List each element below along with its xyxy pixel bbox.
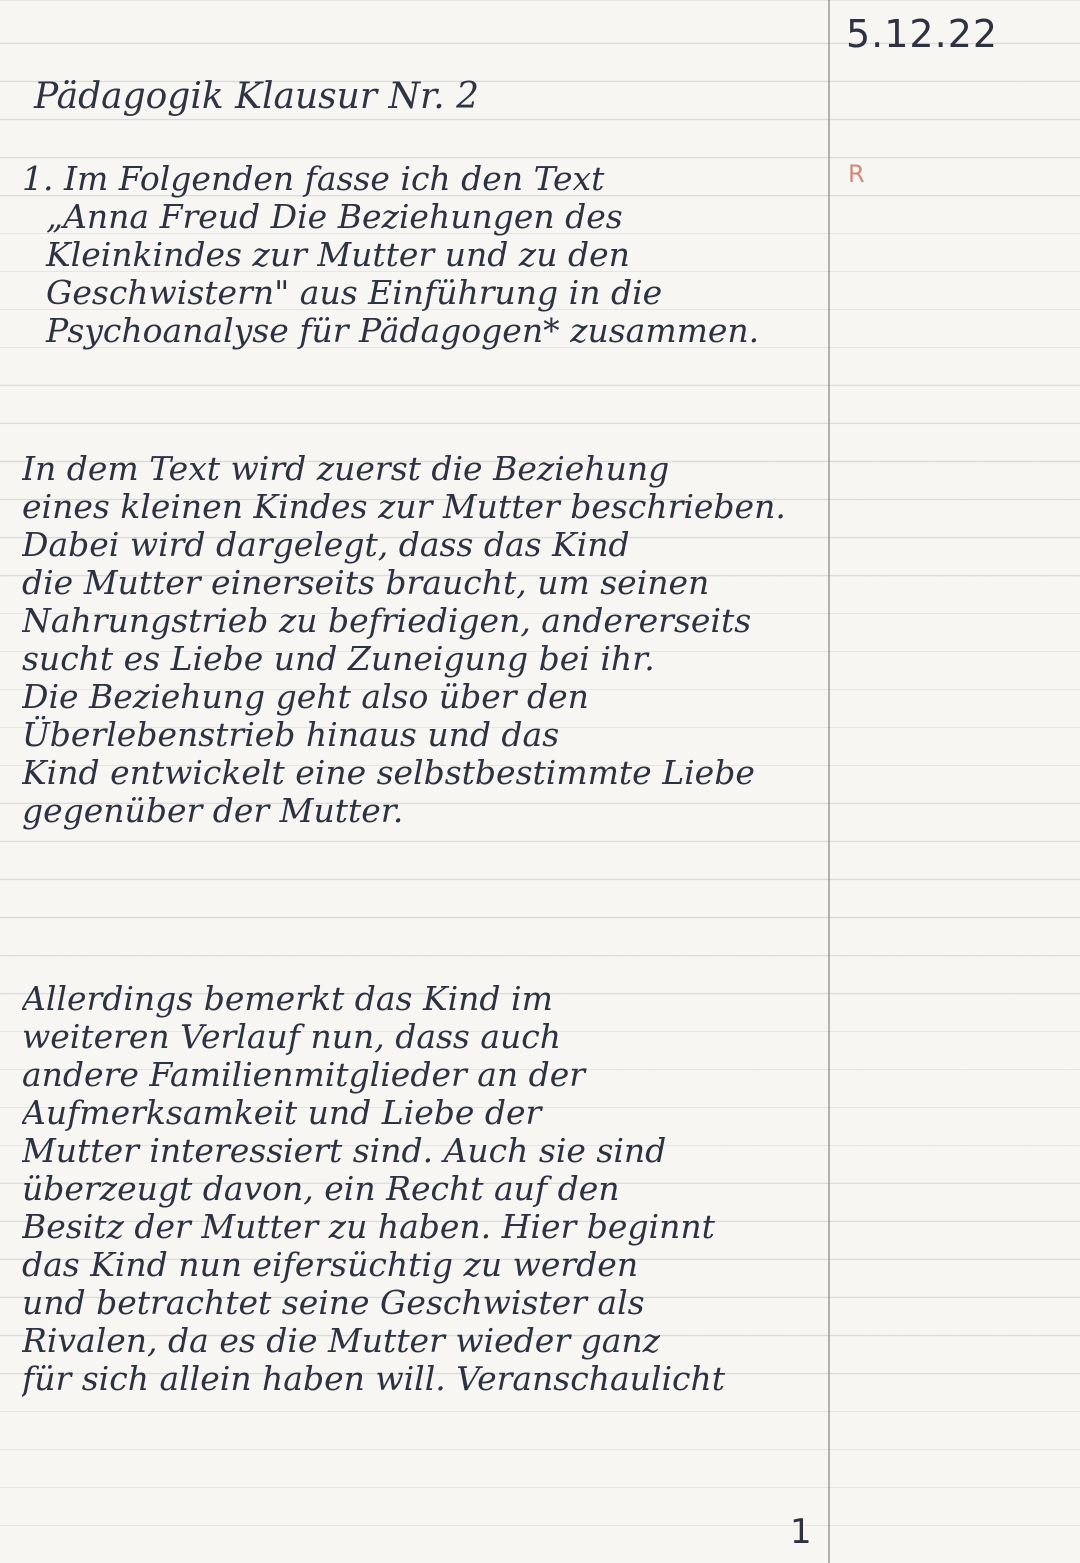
text-line: eines kleinen Kindes zur Mutter beschrieben. <box>22 488 786 526</box>
text-line: Rivalen, da es die Mutter wieder ganz <box>22 1322 661 1360</box>
paragraph-siblings <box>22 980 827 1398</box>
text-line: Die Beziehung geht also über den <box>22 678 589 716</box>
text-line: 1. Im Folgenden fasse ich den Text <box>22 160 605 198</box>
text-line: Nahrungstrieb zu befriedigen, andererseits <box>22 602 752 640</box>
text-line: überzeugt davon, ein Recht auf den <box>22 1170 620 1208</box>
margin-line <box>828 0 830 1563</box>
text-line: Allerdings bemerkt das Kind im <box>22 980 553 1018</box>
page-title: Pädagogik Klausur Nr. 2 <box>34 76 480 117</box>
paragraph-intro <box>22 160 827 350</box>
text-line: Kind entwickelt eine selbstbestimmte Liebe <box>22 754 755 792</box>
text-line: Besitz der Mutter zu haben. Hier beginnt <box>22 1208 715 1246</box>
text-line: Überlebenstrieb hinaus und das <box>22 716 560 754</box>
text-line: Geschwistern" aus Einführung in die <box>46 274 663 312</box>
page-number: 1 <box>790 1512 812 1552</box>
date: 5.12.22 <box>846 12 999 56</box>
text-line: In dem Text wird zuerst die Beziehung <box>22 450 670 488</box>
text-line: und betrachtet seine Geschwister als <box>22 1284 645 1322</box>
text-line: andere Familienmitglieder an der <box>22 1056 586 1094</box>
text-line: weiteren Verlauf nun, dass auch <box>22 1018 562 1056</box>
paragraph-mother-relationship <box>22 450 827 830</box>
text-line: sucht es Liebe und Zuneigung bei ihr. <box>22 640 655 678</box>
text-line: Psychoanalyse für Pädagogen* zusammen. <box>46 312 760 350</box>
margin-correction-mark: R <box>848 160 865 188</box>
text-line: für sich allein haben will. Veranschaulicht <box>22 1360 726 1398</box>
text-line: Mutter interessiert sind. Auch sie sind <box>22 1132 667 1170</box>
text-line: die Mutter einerseits braucht, um seinen <box>22 564 710 602</box>
text-line: Aufmerksamkeit und Liebe der <box>22 1094 542 1132</box>
text-line: gegenüber der Mutter. <box>22 792 404 830</box>
text-line: „Anna Freud Die Beziehungen des <box>46 198 623 236</box>
text-line: Kleinkindes zur Mutter und zu den <box>46 236 630 274</box>
text-line: das Kind nun eifersüchtig zu werden <box>22 1246 639 1284</box>
text-line: Dabei wird dargelegt, dass das Kind <box>22 526 630 564</box>
